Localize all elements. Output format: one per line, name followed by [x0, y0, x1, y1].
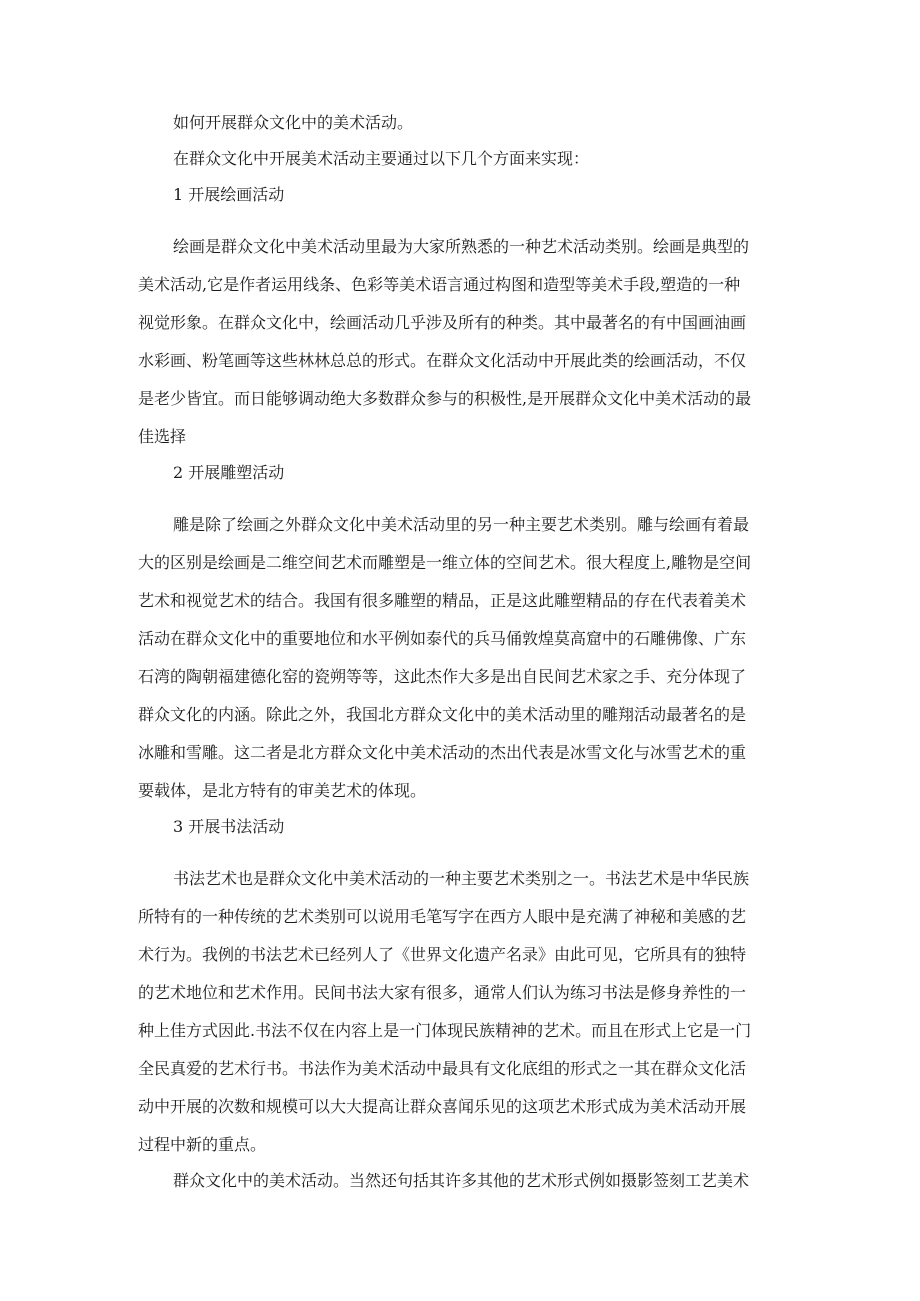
closing-line: 群众文化中的美术活动。当然还句括其许多其他的艺术形式例如摄影签刻工艺美术	[173, 1171, 750, 1190]
intro-line-2: 在群众文化中开展美术活动主要通过以下几个方面来实现：	[173, 149, 590, 168]
document-body	[138, 112, 786, 1192]
paragraph-line: 佳选择	[138, 427, 187, 446]
paragraph-line: 的艺术地位和艺术作用。民间书法大家有很多，通常人们认为练习书法是修身养性的一	[138, 983, 747, 1002]
paragraph-line: 全民真爱的艺术行书。书法作为美术活动中最具有文化底组的形式之一其在群众文化活	[138, 1059, 747, 1078]
paragraph-line: 视觉形象。在群众文化中，绘画活动几乎涉及所有的种类。其中最著名的有中国画油画	[138, 313, 747, 332]
section-1-heading: 1 开展绘画活动	[173, 185, 285, 204]
section-3-paragraph	[138, 868, 786, 1156]
paragraph-line: 绘画是群众文化中美术活动里最为大家所熟悉的一种艺术活动类别。绘画是典型的	[173, 237, 750, 256]
section-3-heading: 3 开展书法活动	[173, 817, 285, 836]
paragraph-line: 美术活动,它是作者运用线条、色彩等美术语言通过构图和造型等美术手段,塑造的一种	[138, 275, 741, 294]
paragraph-line: 雕是除了绘画之外群众文化中美术活动里的另一种主要艺术类别。雕与绘画有着最	[173, 515, 750, 534]
intro-line-1: 如何开展群众文化中的美术活动。	[173, 113, 414, 132]
paragraph-line: 石湾的陶朝福建德化窑的瓷朔等等，这此杰作大多是出自民间艺术家之手、充分体现了	[138, 667, 747, 686]
paragraph-line: 冰雕和雪雕。这二者是北方群众文化中美术活动的杰出代表是冰雪文化与冰雪艺术的重	[138, 743, 747, 762]
paragraph-line: 要载体，是北方特有的审美艺术的体现。	[138, 781, 427, 800]
paragraph-line: 书法艺术也是群众文化中美术活动的一种主要艺术类别之一。书法艺术是中华民族	[173, 869, 750, 888]
paragraph-line: 大的区别是绘画是二维空间艺术而雕塑是一维立体的空间艺术。很大程度上,雕物是空间	[138, 553, 752, 572]
paragraph-line: 动中开展的次数和规模可以大大提高让群众喜闻乐见的这项艺术形式成为美术活动开展	[138, 1097, 747, 1116]
paragraph-line: 种上佳方式因此.书法不仅在内容上是一门体现民族精神的艺术。而且在形式上它是一门	[138, 1021, 752, 1040]
section-2-heading: 2 开展雕塑活动	[173, 463, 285, 482]
paragraph-line: 活动在群众文化中的重要地位和水平例如泰代的兵马俑敦煌莫高窟中的石雕佛像、广东	[138, 629, 747, 648]
paragraph-line: 是老少皆宜。而日能够调动绝大多数群众参与的积极性,是开展群众文化中美术活动的最	[138, 389, 752, 408]
paragraph-line: 群众文化的内涵。除此之外，我国北方群众文化中的美术活动里的雕翔活动最著名的是	[138, 705, 747, 724]
paragraph-line: 所特有的一种传统的艺术类别可以说用毛笔写字在西方人眼中是充满了神秘和美感的艺	[138, 907, 747, 926]
section-2-paragraph	[138, 514, 786, 802]
paragraph-line: 艺术和视觉艺术的结合。我国有很多雕塑的精品，正是这此雕塑精品的存在代表着美术	[138, 591, 747, 610]
section-1-paragraph	[138, 236, 786, 448]
paragraph-line: 水彩画、粉笔画等这些林林总总的形式。在群众文化活动中开展此类的绘画活动，不仅	[138, 351, 747, 370]
paragraph-line: 术行为。我例的书法艺术已经列人了《世界文化遗产名录》由此可见，它所具有的独特	[138, 945, 747, 964]
paragraph-line: 过程中新的重点。	[138, 1135, 267, 1154]
